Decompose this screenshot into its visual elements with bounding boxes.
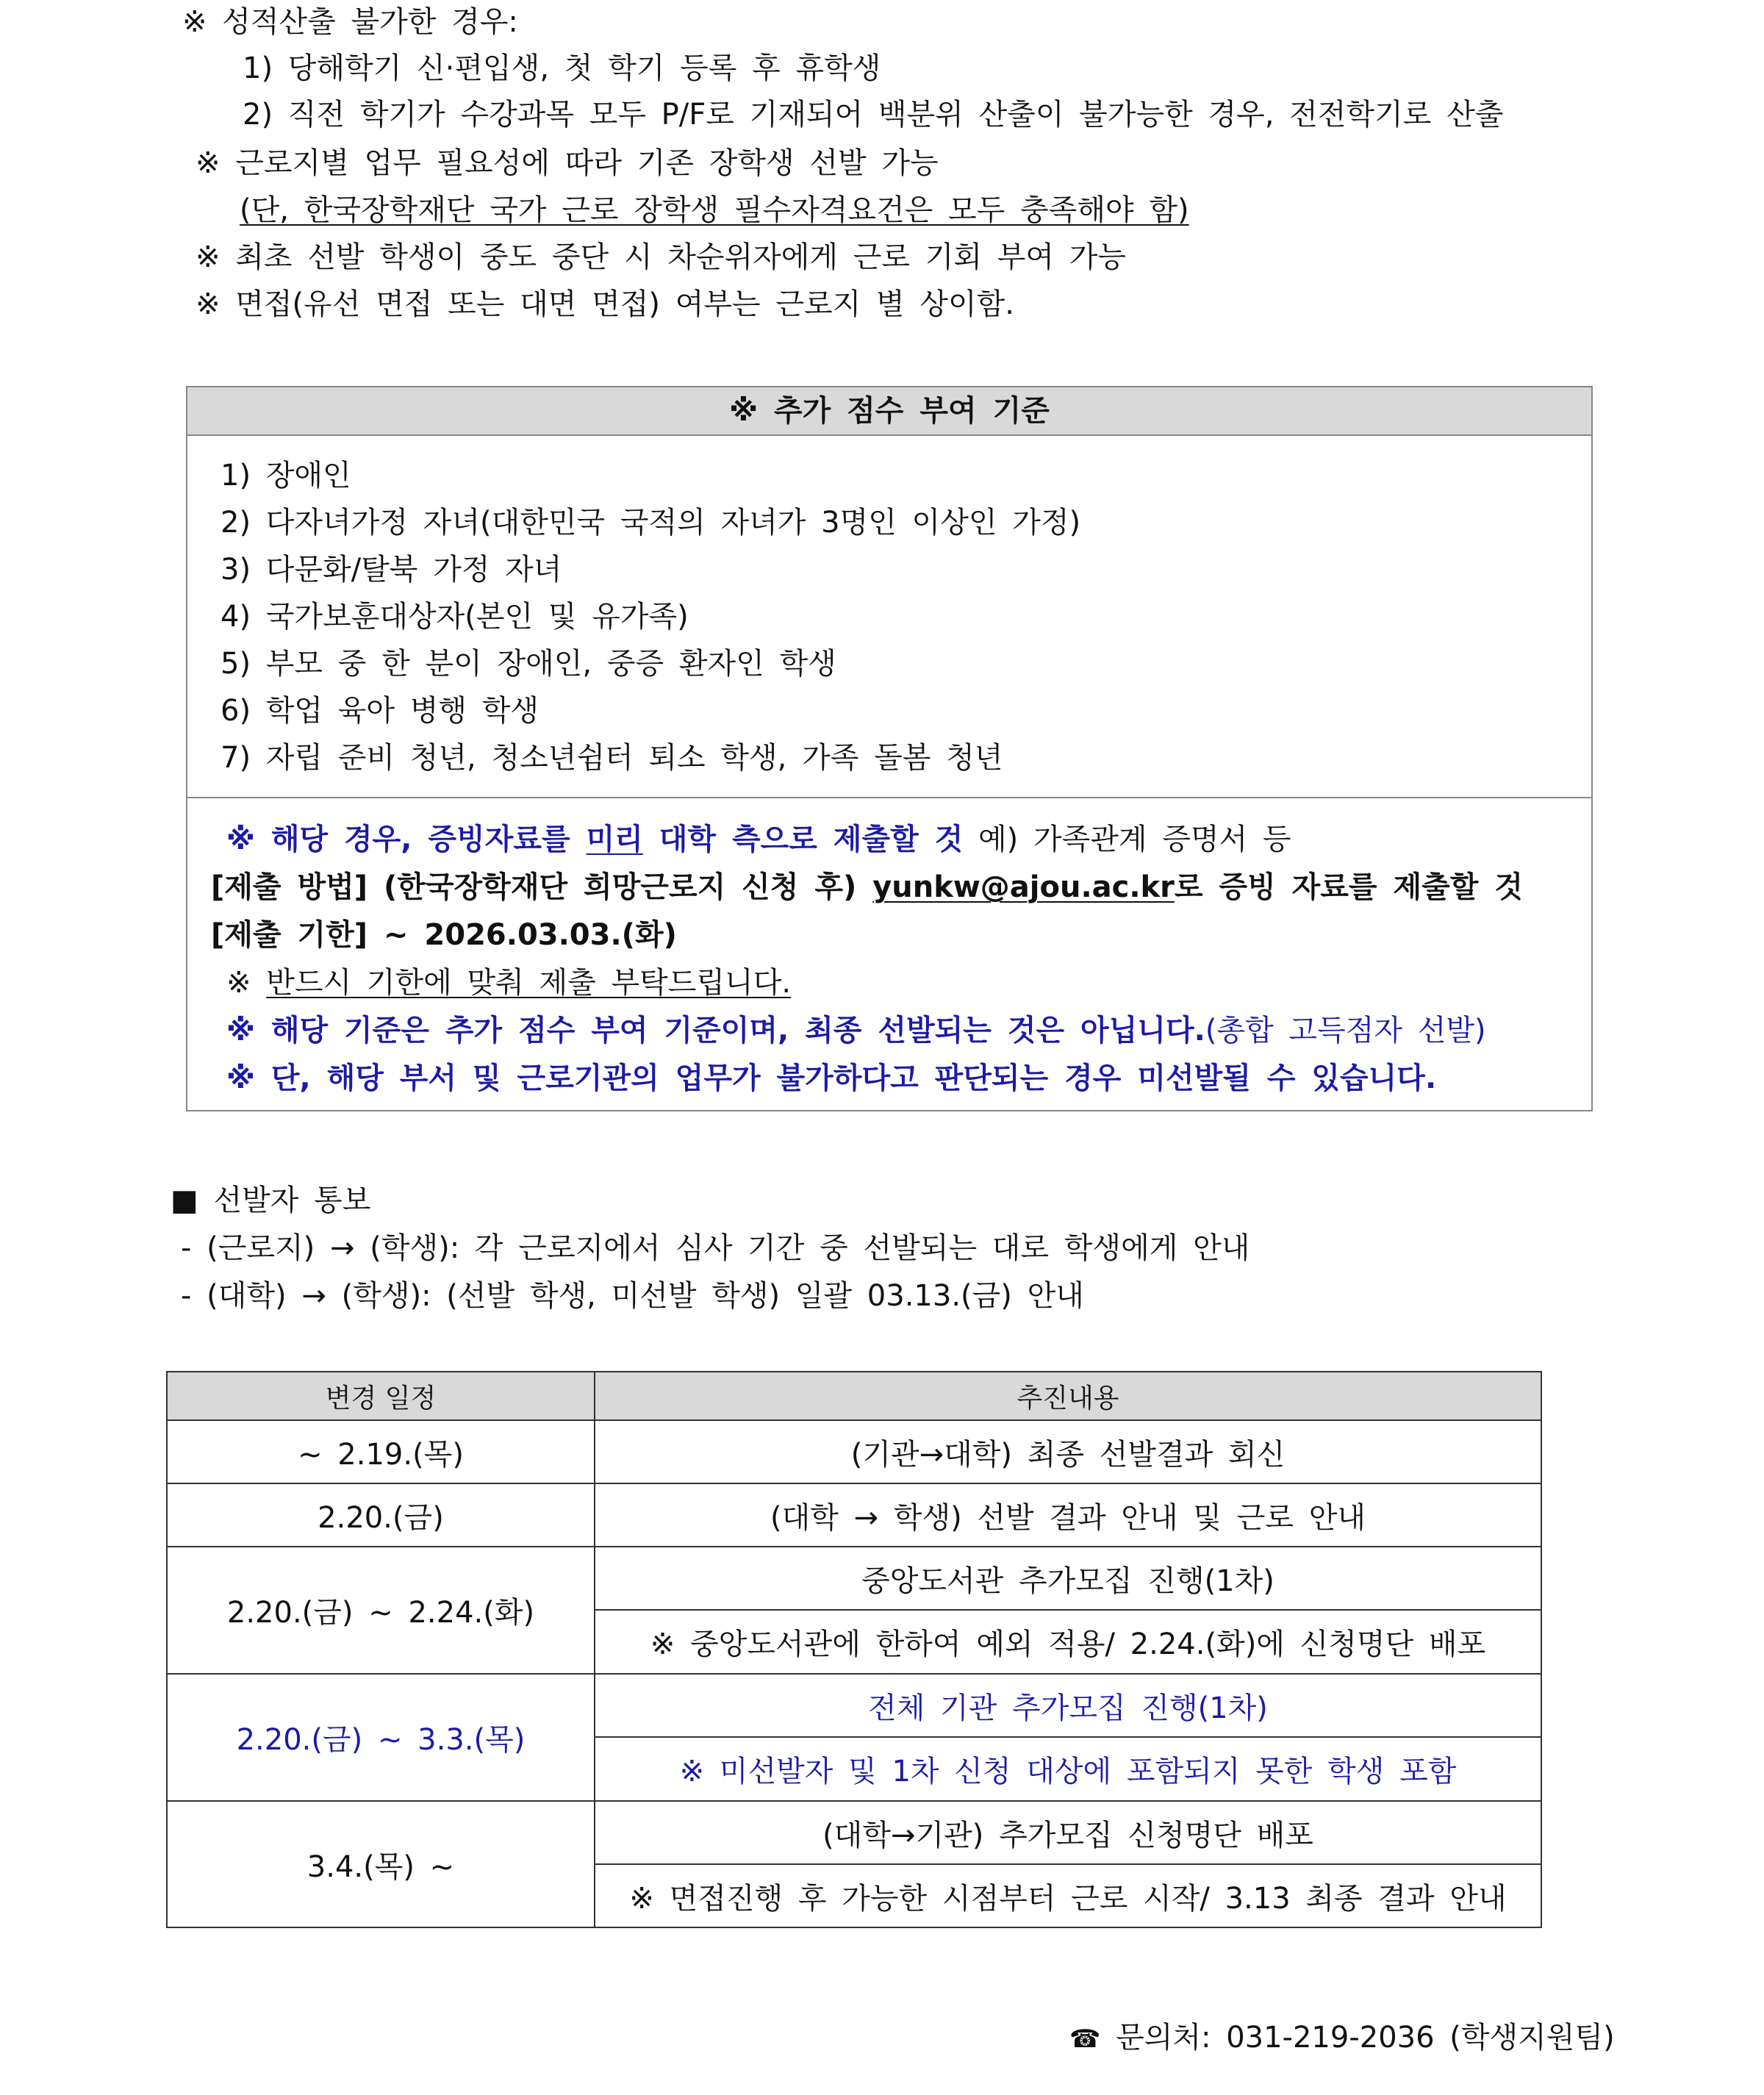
method-prefix: [제출 방법] (한국장학재단 희망근로지 신청 후) bbox=[211, 870, 873, 904]
criteria-item-1: 1) 장애인 bbox=[220, 459, 351, 493]
notice-1-main: ※ 해당 기준은 추가 점수 부여 기준이며, 최종 선발되는 것은 아닙니다. bbox=[226, 1014, 1205, 1048]
criteria-item-4: 4) 국가보훈대상자(본인 및 유가족) bbox=[220, 600, 689, 634]
contact-line bbox=[1069, 2021, 1615, 2055]
schedule-table bbox=[166, 1371, 1542, 1928]
header-date: 변경 일정 bbox=[166, 1371, 595, 1421]
announcement-title: ■ 선발자 통보 bbox=[171, 1183, 371, 1217]
row-3-date: 2.20.(금) ~ 2.24.(화) bbox=[166, 1546, 595, 1675]
evidence-line bbox=[226, 825, 1291, 854]
no-grade-item-2: 2) 직전 학기가 수강과목 모두 P/F로 기재되어 백분위 산출이 불가능한 경우, 전전학기로 산출 bbox=[243, 98, 1504, 132]
evidence-underlined: 미리 bbox=[586, 823, 643, 856]
phone-icon: ☎ bbox=[1069, 2024, 1101, 2054]
row-5-date: 3.4.(목) ~ bbox=[166, 1800, 595, 1928]
no-grade-item-1: 1) 당해학기 신·편입생, 첫 학기 등록 후 휴학생 bbox=[243, 51, 881, 85]
row-5-item-2: ※ 면접진행 후 가능한 시점부터 근로 시작/ 3.13 최종 결과 안내 bbox=[594, 1863, 1542, 1928]
row-5-item-1: (대학→기관) 추가모집 신청명단 배포 bbox=[594, 1800, 1542, 1865]
criteria-item-6: 6) 학업 육아 병행 학생 bbox=[220, 694, 539, 728]
interview-note: ※ 면접(유선 면접 또는 대면 면접) 여부는 근로지 별 상이함. bbox=[196, 287, 1014, 321]
deadline-mark: ※ bbox=[226, 966, 267, 1000]
announcement-line-1: - (근로지) → (학생): 각 근로지에서 심사 기간 중 선발되는 대로 학생에게 안내 bbox=[181, 1231, 1250, 1265]
contact-text: 문의처: 031-219-2036 (학생지원팀) bbox=[1116, 2021, 1615, 2055]
notice-1-paren: (총합 고득점자 선발) bbox=[1205, 1014, 1486, 1048]
email-link[interactable]: yunkw@ajou.ac.kr bbox=[872, 870, 1175, 904]
row-2-item-1: (대학 → 학생) 선발 결과 안내 및 근로 안내 bbox=[594, 1483, 1542, 1547]
row-4-item-2: ※ 미선발자 및 1차 신청 대상에 포함되지 못한 학생 포함 bbox=[594, 1736, 1542, 1802]
row-3-item-1: 중앙도서관 추가모집 진행(1차) bbox=[594, 1546, 1542, 1611]
notice-1 bbox=[226, 1014, 1486, 1048]
row-4-date: 2.20.(금) ~ 3.3.(목) bbox=[166, 1673, 595, 1802]
notice-2: ※ 단, 해당 부서 및 근로기관의 업무가 불가하다고 판단되는 경우 미선발될 수 있습니다. bbox=[226, 1061, 1437, 1095]
existing-scholar-note: ※ 근로지별 업무 필요성에 따라 기존 장학생 선발 가능 bbox=[196, 146, 939, 180]
deadline-note: 반드시 기한에 맞춰 제출 부탁드립니다. bbox=[266, 966, 792, 1000]
evidence-lead: ※ 해당 경우, 증빙자료를 bbox=[226, 823, 587, 856]
no-grade-title: ※ 성적산출 불가한 경우: bbox=[182, 5, 518, 39]
deadline-note-line bbox=[226, 968, 791, 998]
header-content: 추진내용 bbox=[594, 1371, 1542, 1421]
row-4-item-1: 전체 기관 추가모집 진행(1차) bbox=[594, 1673, 1542, 1738]
criteria-item-7: 7) 자립 준비 청년, 청소년쉼터 퇴소 학생, 가족 돌봄 청년 bbox=[220, 741, 1003, 775]
announcement-line-2: - (대학) → (학생): (선발 학생, 미선발 학생) 일괄 03.13.(금) 안내 bbox=[181, 1279, 1084, 1313]
criteria-divider bbox=[187, 797, 1591, 798]
row-3-item-2: ※ 중앙도서관에 한하여 예외 적용/ 2.24.(화)에 신청명단 배포 bbox=[594, 1609, 1542, 1675]
evidence-rest: 대학 측으로 제출할 것 bbox=[642, 823, 964, 856]
method-suffix: 로 증빙 자료를 제출할 것 bbox=[1174, 870, 1523, 904]
evidence-example: 예) 가족관계 증명서 등 bbox=[963, 823, 1291, 856]
criteria-title: ※ 추가 점수 부여 기준 bbox=[729, 394, 1050, 428]
existing-scholar-condition: (단, 한국장학재단 국가 근로 장학생 필수자격요건은 모두 충족해야 함) bbox=[240, 193, 1189, 227]
method-line bbox=[211, 870, 1523, 904]
replacement-note: ※ 최초 선발 학생이 중도 중단 시 차순위자에게 근로 기회 부여 가능 bbox=[196, 240, 1127, 274]
criteria-header bbox=[187, 387, 1591, 436]
criteria-item-2: 2) 다자녀가정 자녀(대한민국 국적의 자녀가 3명인 이상인 가정) bbox=[220, 506, 1081, 540]
row-1-date: ~ 2.19.(목) bbox=[166, 1419, 595, 1484]
deadline-line: [제출 기한] ~ 2026.03.03.(화) bbox=[211, 918, 677, 952]
criteria-item-5: 5) 부모 중 한 분이 장애인, 중증 환자인 학생 bbox=[220, 647, 836, 681]
row-2-date: 2.20.(금) bbox=[166, 1483, 595, 1547]
row-1-item-1: (기관→대학) 최종 선발결과 회신 bbox=[594, 1419, 1542, 1484]
criteria-item-3: 3) 다문화/탈북 가정 자녀 bbox=[220, 553, 562, 587]
